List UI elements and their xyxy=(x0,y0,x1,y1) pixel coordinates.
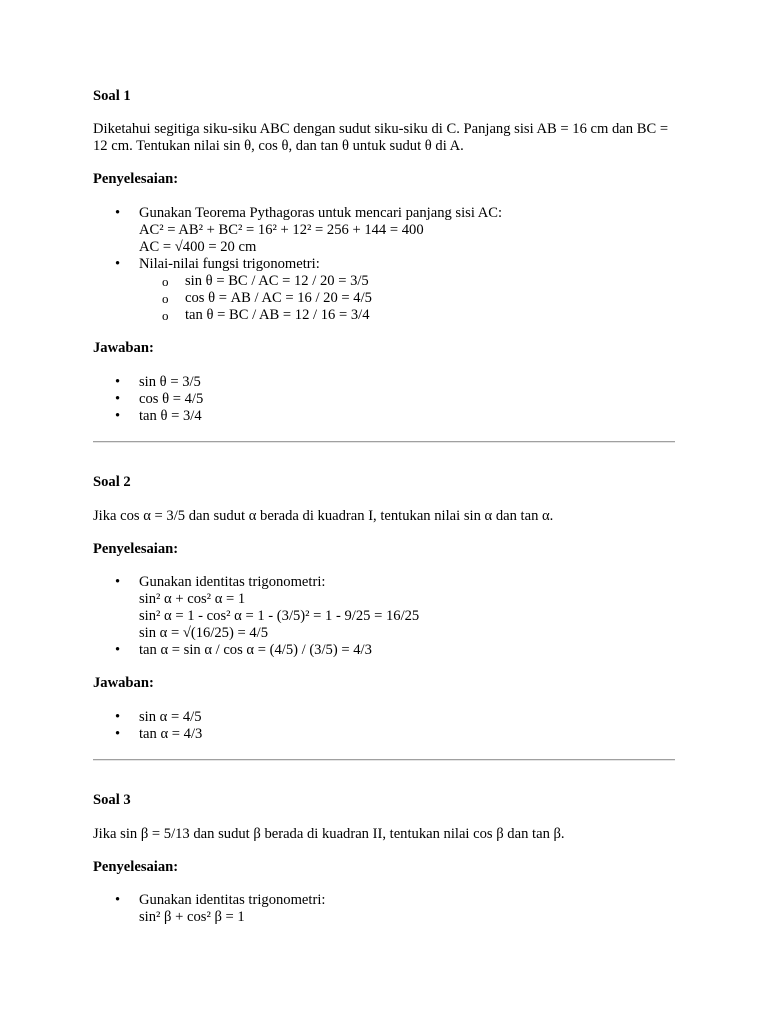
equation-line: AC = √400 = 20 cm xyxy=(139,239,257,255)
solution-heading-soal-1: Penyelesaian: xyxy=(93,171,179,187)
answer-heading-soal-2: Jawaban: xyxy=(93,675,154,691)
list-item xyxy=(93,256,675,324)
section-title-soal-2: Soal 2 xyxy=(93,474,131,490)
equation-line: sin² α = 1 - cos² α = 1 - (3/5)² = 1 - 9/25 = 16/25 xyxy=(139,608,420,624)
problem-text-soal-2: Jika cos α = 3/5 dan sudut α berada di kuadran I, tentukan nilai sin α dan tan α. xyxy=(93,508,554,524)
list-item: • cos θ = 4/5 xyxy=(93,391,675,408)
bullet-text: • Nilai-nilai fungsi trigonometri: xyxy=(139,256,320,272)
list-item xyxy=(93,892,675,926)
section-title-soal-1: Soal 1 xyxy=(93,88,131,104)
sub-list xyxy=(139,273,675,324)
answer-list-soal-2 xyxy=(93,709,675,743)
bullet-text: • Gunakan Teorema Pythagoras untuk mencari panjang sisi AC: xyxy=(139,205,503,221)
equation-line: sin α = √(16/25) = 4/5 xyxy=(139,625,268,641)
sub-list-item: o cos θ = AB / AC = 16 / 20 = 4/5 xyxy=(139,290,675,307)
bullet-text: • Gunakan identitas trigonometri: xyxy=(139,574,326,590)
answer-heading-soal-1: Jawaban: xyxy=(93,340,154,356)
solution-heading-soal-2: Penyelesaian: xyxy=(93,541,179,557)
solution-list-soal-2 xyxy=(93,574,675,659)
solution-list-soal-1 xyxy=(93,205,675,324)
answer-list-soal-1 xyxy=(93,374,675,425)
solution-list-soal-3 xyxy=(93,892,675,926)
list-item: • sin α = 4/5 xyxy=(93,709,675,726)
sub-list-item: o tan θ = BC / AB = 12 / 16 = 3/4 xyxy=(139,307,675,324)
problem-text-soal-1: Diketahui segitiga siku-siku ABC dengan sudut siku-siku di C. Panjang sisi AB = 16 cm dan BC = 12 cm. Tentukan nilai sin θ, cos θ, dan tan θ untuk sudut θ di A. xyxy=(93,121,669,154)
problem-text-soal-3: Jika sin β = 5/13 dan sudut β berada di kuadran II, tentukan nilai cos β dan tan β. xyxy=(93,826,565,842)
sub-list-item: o sin θ = BC / AC = 12 / 20 = 3/5 xyxy=(139,273,675,290)
equation-line: sin² β + cos² β = 1 xyxy=(139,909,245,925)
document-content xyxy=(93,88,675,926)
list-item: • sin θ = 3/5 xyxy=(93,374,675,391)
equation-line: sin² α + cos² α = 1 xyxy=(139,591,246,607)
bullet-text: • Gunakan identitas trigonometri: xyxy=(139,892,326,908)
list-item: • tan α = sin α / cos α = (4/5) / (3/5) = 4/3 xyxy=(93,642,675,659)
list-item: • tan α = 4/3 xyxy=(93,726,675,743)
list-item xyxy=(93,574,675,642)
list-item: • tan θ = 3/4 xyxy=(93,408,675,425)
solution-heading-soal-3: Penyelesaian: xyxy=(93,859,179,875)
section-title-soal-3: Soal 3 xyxy=(93,792,131,808)
list-item xyxy=(93,205,675,256)
equation-line: AC² = AB² + BC² = 16² + 12² = 256 + 144 = 400 xyxy=(139,222,424,238)
